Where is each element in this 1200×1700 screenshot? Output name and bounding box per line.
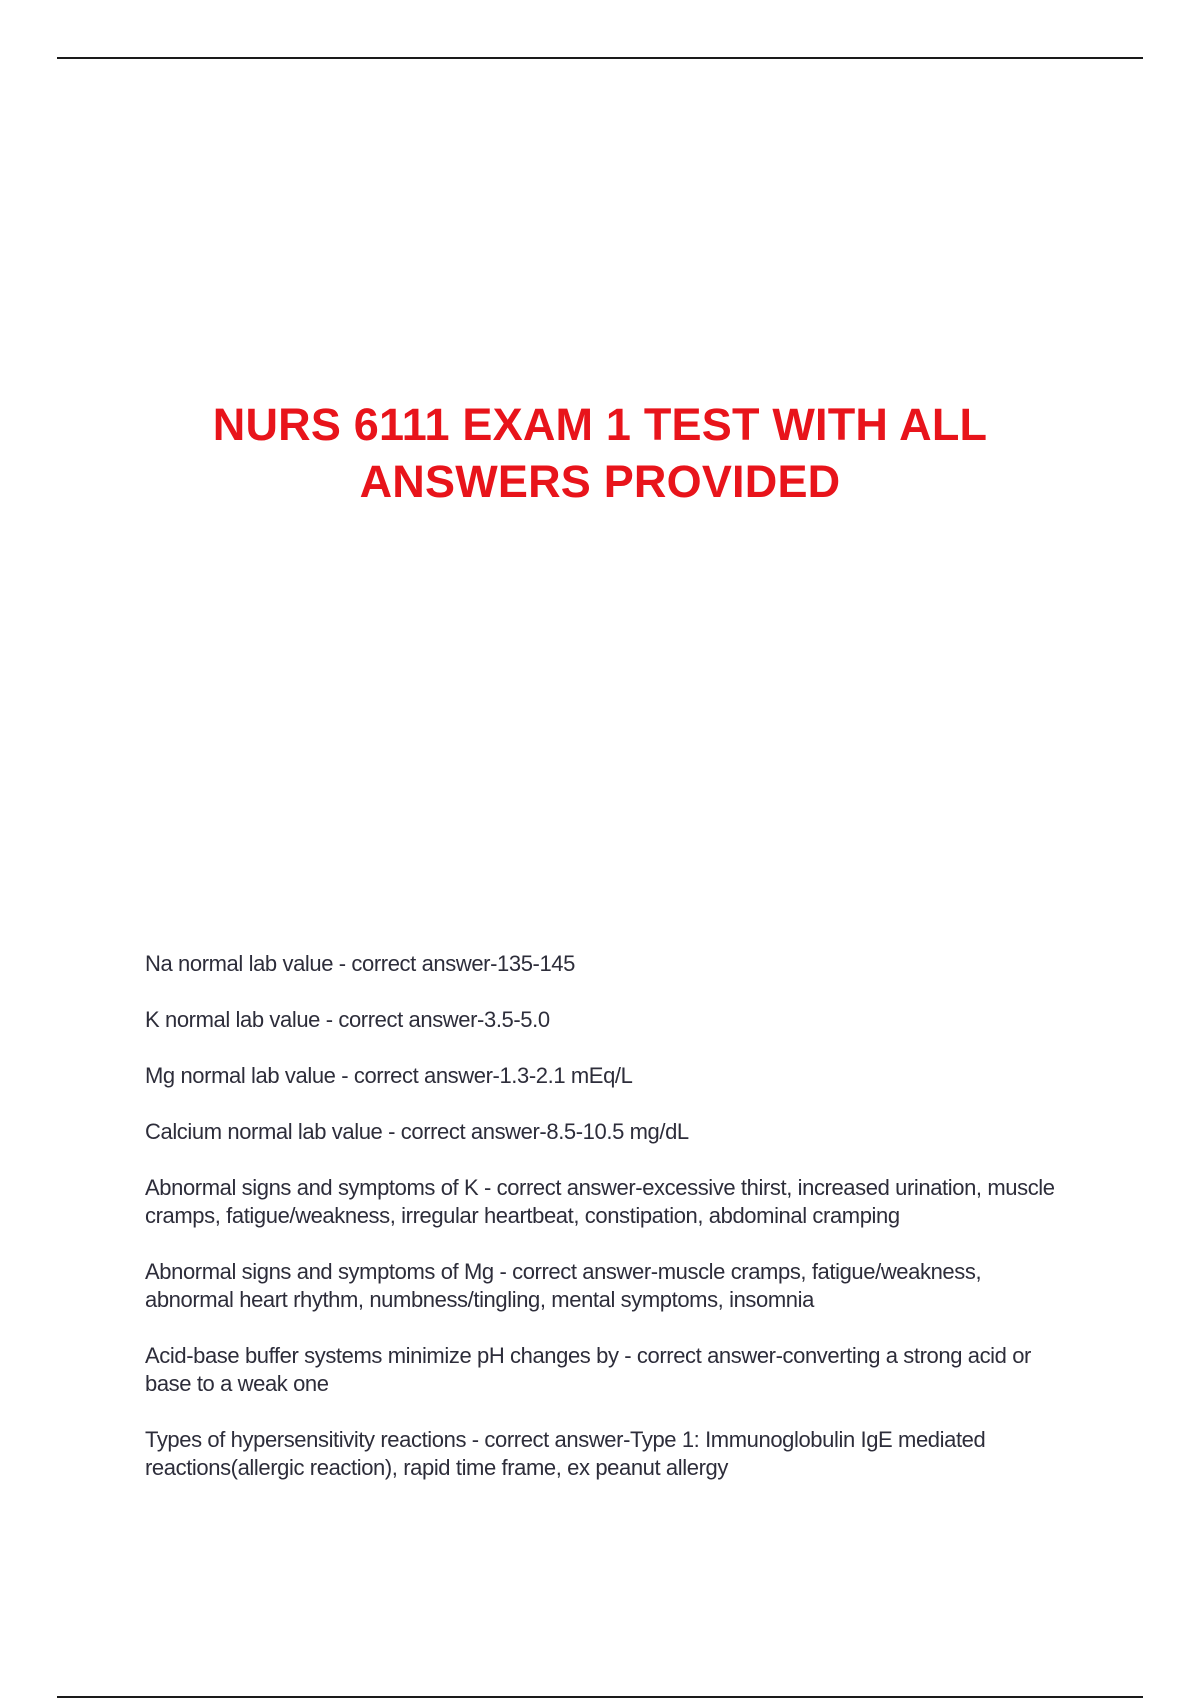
question-text: Abnormal signs and symptoms of K: [145, 1175, 479, 1200]
answer-text: 135-145: [497, 951, 575, 976]
answer-prefix: correct answer-: [353, 1063, 500, 1088]
separator: -: [493, 1259, 513, 1284]
answer-text: converting a strong acid or base to a weak one: [145, 1343, 1031, 1396]
answer-prefix: correct answer-: [351, 951, 498, 976]
document-title: [120, 396, 1080, 510]
list-item: [145, 950, 1065, 978]
list-item: [145, 1062, 1065, 1090]
title-line-1: NURS 6111 EXAM 1 TEST WITH ALL: [212, 399, 988, 450]
answer-text: Type 1: Immunoglobulin IgE mediated reactions(allergic reaction), rapid time frame, ex peanut allergy: [145, 1427, 986, 1480]
title-line-2: ANSWERS PROVIDED: [359, 456, 841, 507]
list-item: [145, 1118, 1065, 1146]
separator: -: [335, 1063, 354, 1088]
answer-text: 1.3-2.1 mEq/L: [499, 1063, 633, 1088]
answer-prefix: correct answer-: [496, 1175, 643, 1200]
bottom-rule: [57, 1696, 1143, 1698]
answer-prefix: correct answer-: [400, 1119, 547, 1144]
answer-prefix: correct answer-: [636, 1343, 783, 1368]
answer-prefix: correct answer-: [512, 1259, 658, 1284]
list-item: [145, 1342, 1065, 1398]
question-text: K normal lab value: [145, 1007, 321, 1032]
separator: -: [320, 1007, 339, 1032]
answer-prefix: correct answer-: [338, 1007, 484, 1032]
question-text: Abnormal signs and symptoms of Mg: [145, 1259, 494, 1284]
separator: -: [333, 951, 352, 976]
answer-text: 8.5-10.5 mg/dL: [546, 1119, 689, 1144]
answer-text: 3.5-5.0: [483, 1007, 550, 1032]
answer-text: muscle cramps, fatigue/weakness, abnormal heart rhythm, numbness/tingling, mental symptoms, insomnia: [145, 1259, 982, 1312]
separator: -: [618, 1343, 637, 1368]
separator: -: [478, 1175, 497, 1200]
list-item: [145, 1174, 1065, 1230]
list-item: [145, 1426, 1065, 1482]
top-rule: [57, 57, 1143, 59]
separator: -: [382, 1119, 401, 1144]
question-text: Na normal lab value: [145, 951, 334, 976]
list-item: [145, 1258, 1065, 1314]
qa-list: [145, 950, 1065, 1510]
answer-text: excessive thirst, increased urination, muscle cramps, fatigue/weakness, irregular heartbeat, constipation, abdominal cramping: [145, 1175, 1055, 1228]
separator: -: [466, 1427, 485, 1452]
question-text: Types of hypersensitivity reactions: [145, 1427, 467, 1452]
list-item: [145, 1006, 1065, 1034]
answer-prefix: correct answer-: [484, 1427, 631, 1452]
question-text: Acid-base buffer systems minimize pH changes by: [145, 1343, 619, 1368]
question-text: Mg normal lab value: [145, 1063, 336, 1088]
question-text: Calcium normal lab value: [145, 1119, 383, 1144]
